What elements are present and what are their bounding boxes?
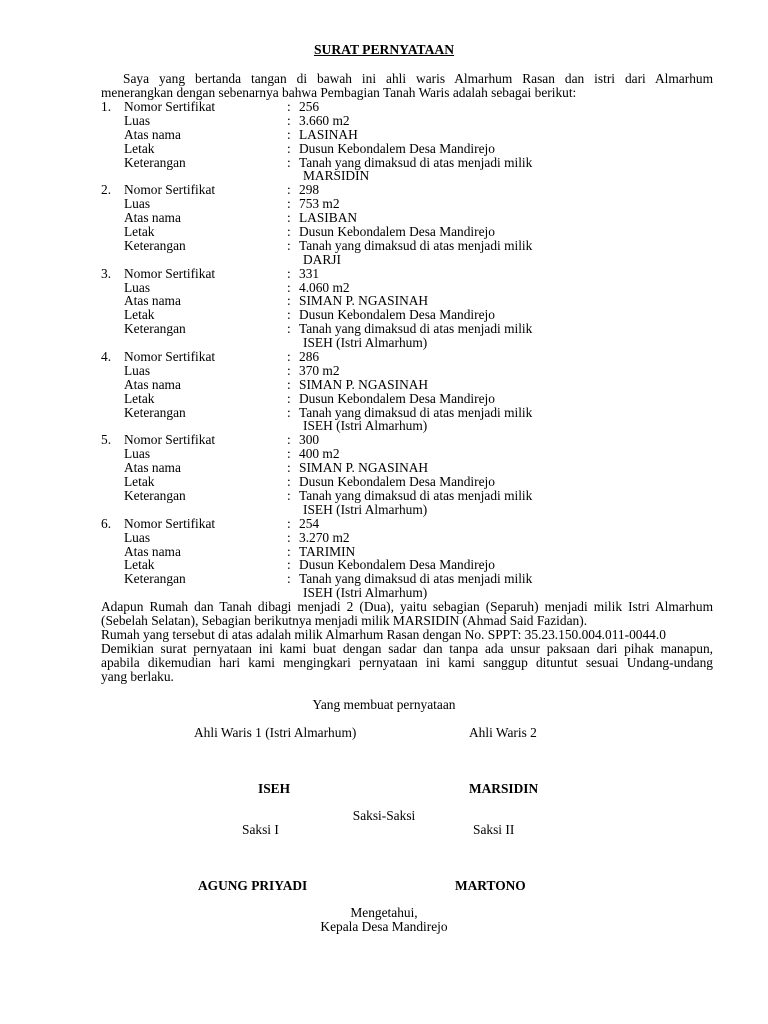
saksi-2-name: MARTONO bbox=[455, 878, 526, 893]
keterangan-label: Keterangan bbox=[124, 571, 186, 587]
land-item-row-milik bbox=[101, 586, 713, 600]
nomor-sertifikat-label: Nomor Sertifikat bbox=[124, 432, 216, 448]
atas-nama-label: Atas nama bbox=[124, 126, 181, 142]
colon-separator: : bbox=[287, 307, 291, 323]
keterangan-value: Tanah yang dimaksud di atas menjadi milik bbox=[299, 237, 533, 253]
land-item-row-luas bbox=[101, 364, 713, 378]
colon-separator: : bbox=[287, 571, 291, 587]
colon-separator: : bbox=[287, 515, 291, 531]
atas-nama-label: Atas nama bbox=[124, 210, 181, 226]
intro-line-2: menerangkan dengan sebenarnya bahwa Pembagian Tanah Waris adalah sebagai berikut: bbox=[101, 85, 577, 100]
nomor-sertifikat-value: 286 bbox=[299, 349, 320, 365]
land-item-row-keterangan bbox=[101, 239, 713, 253]
atas-nama-label: Atas nama bbox=[124, 543, 181, 559]
letak-value: Dusun Kebondalem Desa Mandirejo bbox=[299, 224, 495, 240]
ahli-waris-1-label: Ahli Waris 1 (Istri Almarhum) bbox=[194, 725, 357, 740]
nomor-sertifikat-label: Nomor Sertifikat bbox=[124, 515, 216, 531]
land-item bbox=[101, 433, 713, 516]
atas-nama-value: SIMAN P. NGASINAH bbox=[299, 376, 429, 392]
intro-line-1-text: Saya yang bertanda tangan di bawah ini ahli waris Almarhum Rasan dan istri dari Almarhum bbox=[123, 71, 713, 86]
letak-value: Dusun Kebondalem Desa Mandirejo bbox=[299, 557, 495, 573]
letak-label: Letak bbox=[124, 474, 155, 490]
land-item-row-atas-nama bbox=[101, 211, 713, 225]
colon-separator: : bbox=[287, 293, 291, 309]
land-item bbox=[101, 267, 713, 350]
land-item bbox=[101, 350, 713, 433]
paragraph-1-line-1: Adapun Rumah dan Tanah dibagi menjadi 2 (Dua), yaitu sebagian (Separuh) menjadi milik Istri Almarhum bbox=[101, 599, 713, 614]
colon-separator: : bbox=[287, 112, 291, 128]
land-item-row-atas-nama bbox=[101, 545, 713, 559]
land-item-row-milik bbox=[101, 419, 713, 433]
saksi-2-label: Saksi II bbox=[473, 822, 515, 837]
land-item-row-luas bbox=[101, 447, 713, 461]
luas-value: 370 m2 bbox=[299, 362, 340, 378]
luas-label: Luas bbox=[124, 529, 151, 545]
atas-nama-value: LASIBAN bbox=[299, 210, 358, 226]
land-item-row-letak bbox=[101, 392, 713, 406]
colon-separator: : bbox=[287, 362, 291, 378]
land-item-row-keterangan bbox=[101, 572, 713, 586]
keterangan-value: Tanah yang dimaksud di atas menjadi milik bbox=[299, 571, 533, 587]
colon-separator: : bbox=[287, 529, 291, 545]
land-item bbox=[101, 517, 713, 600]
land-item-row-atas-nama bbox=[101, 294, 713, 308]
colon-separator: : bbox=[287, 99, 291, 114]
owner-value: DARJI bbox=[303, 251, 341, 267]
land-item bbox=[101, 183, 713, 266]
signature-heading: Yang membuat pernyataan bbox=[312, 697, 456, 712]
land-item-row-milik bbox=[101, 253, 713, 267]
colon-separator: : bbox=[287, 349, 291, 365]
ahli-waris-2-name: MARSIDIN bbox=[469, 781, 539, 796]
paragraph-3-line-3: yang berlaku. bbox=[101, 669, 174, 684]
paragraph-2: Rumah yang tersebut di atas adalah milik Almarhum Rasan dengan No. SPPT: 35.23.150.004.011-0044.0 bbox=[101, 627, 666, 642]
colon-separator: : bbox=[287, 404, 291, 420]
land-item-row-keterangan bbox=[101, 322, 713, 336]
atas-nama-value: TARIMIN bbox=[299, 543, 356, 559]
letak-value: Dusun Kebondalem Desa Mandirejo bbox=[299, 474, 495, 490]
atas-nama-value: SIMAN P. NGASINAH bbox=[299, 460, 429, 476]
colon-separator: : bbox=[287, 279, 291, 295]
land-item-row-letak bbox=[101, 308, 713, 322]
land-item-row-atas-nama bbox=[101, 128, 713, 142]
nomor-sertifikat-label: Nomor Sertifikat bbox=[124, 99, 216, 114]
letak-label: Letak bbox=[124, 390, 155, 406]
land-item-row-nomor-sertifikat bbox=[101, 433, 713, 447]
land-item-row-nomor-sertifikat bbox=[101, 350, 713, 364]
keterangan-label: Keterangan bbox=[124, 321, 186, 337]
luas-label: Luas bbox=[124, 196, 151, 212]
kepala-desa-label: Kepala Desa Mandirejo bbox=[320, 919, 448, 934]
colon-separator: : bbox=[287, 446, 291, 462]
item-number: 2. bbox=[101, 182, 112, 198]
colon-separator: : bbox=[287, 460, 291, 476]
nomor-sertifikat-label: Nomor Sertifikat bbox=[124, 265, 216, 281]
land-item-row-nomor-sertifikat bbox=[101, 100, 713, 114]
intro-line-1 bbox=[101, 72, 713, 86]
atas-nama-label: Atas nama bbox=[124, 376, 181, 392]
atas-nama-label: Atas nama bbox=[124, 293, 181, 309]
owner-value: ISEH (Istri Almarhum) bbox=[303, 335, 428, 351]
paragraph-3-line-2: apabila dikemudian hari kami mengingkari pernyataan ini kami sanggup dituntut sesuai Undang-undang bbox=[101, 655, 713, 670]
land-list bbox=[101, 100, 713, 600]
colon-separator: : bbox=[287, 224, 291, 240]
ahli-waris-2-label: Ahli Waris 2 bbox=[469, 725, 537, 740]
document-title: SURAT PERNYATAAN bbox=[313, 42, 455, 57]
item-number: 1. bbox=[101, 99, 112, 114]
luas-label: Luas bbox=[124, 112, 151, 128]
owner-value: ISEH (Istri Almarhum) bbox=[303, 585, 428, 601]
nomor-sertifikat-label: Nomor Sertifikat bbox=[124, 182, 216, 198]
land-item-row-luas bbox=[101, 114, 713, 128]
colon-separator: : bbox=[287, 196, 291, 212]
atas-nama-value: LASINAH bbox=[299, 126, 358, 142]
land-item-row-letak bbox=[101, 142, 713, 156]
saksi-1-label: Saksi I bbox=[242, 822, 279, 837]
land-item-row-letak bbox=[101, 558, 713, 572]
colon-separator: : bbox=[287, 543, 291, 559]
saksi-heading: Saksi-Saksi bbox=[352, 808, 416, 823]
saksi-1-name: AGUNG PRIYADI bbox=[198, 878, 308, 893]
land-item-row-luas bbox=[101, 197, 713, 211]
land-item-row-atas-nama bbox=[101, 461, 713, 475]
luas-value: 3.270 m2 bbox=[299, 529, 350, 545]
keterangan-label: Keterangan bbox=[124, 487, 186, 503]
colon-separator: : bbox=[287, 390, 291, 406]
letak-value: Dusun Kebondalem Desa Mandirejo bbox=[299, 390, 495, 406]
colon-separator: : bbox=[287, 321, 291, 337]
item-number: 6. bbox=[101, 515, 112, 531]
owner-value: ISEH (Istri Almarhum) bbox=[303, 418, 428, 434]
luas-label: Luas bbox=[124, 362, 151, 378]
atas-nama-label: Atas nama bbox=[124, 460, 181, 476]
land-item-row-letak bbox=[101, 225, 713, 239]
luas-value: 753 m2 bbox=[299, 196, 340, 212]
luas-label: Luas bbox=[124, 446, 151, 462]
colon-separator: : bbox=[287, 474, 291, 490]
item-number: 5. bbox=[101, 432, 112, 448]
nomor-sertifikat-label: Nomor Sertifikat bbox=[124, 349, 216, 365]
luas-value: 3.660 m2 bbox=[299, 112, 350, 128]
ahli-waris-1-name: ISEH bbox=[258, 781, 291, 796]
land-item-row-nomor-sertifikat bbox=[101, 183, 713, 197]
colon-separator: : bbox=[287, 126, 291, 142]
keterangan-value: Tanah yang dimaksud di atas menjadi milik bbox=[299, 154, 533, 170]
colon-separator: : bbox=[287, 265, 291, 281]
keterangan-label: Keterangan bbox=[124, 237, 186, 253]
luas-value: 400 m2 bbox=[299, 446, 340, 462]
land-item-row-luas bbox=[101, 281, 713, 295]
land-item-row-luas bbox=[101, 531, 713, 545]
colon-separator: : bbox=[287, 140, 291, 156]
paragraph-1-line-2: (Sebelah Selatan), Sebagian berikutnya menjadi milik MARSIDIN (Ahmad Said Fazidan). bbox=[101, 613, 588, 628]
paragraph-3-line-1: Demikian surat pernyataan ini kami buat dengan sadar dan tanpa ada unsur paksaan dari pihak manapun, bbox=[101, 641, 713, 656]
keterangan-value: Tanah yang dimaksud di atas menjadi milik bbox=[299, 404, 533, 420]
mengetahui-label: Mengetahui, bbox=[350, 905, 418, 920]
colon-separator: : bbox=[287, 154, 291, 170]
land-item-row-nomor-sertifikat bbox=[101, 267, 713, 281]
land-item-row-keterangan bbox=[101, 489, 713, 503]
land-item-row-milik bbox=[101, 503, 713, 517]
land-item-row-nomor-sertifikat bbox=[101, 517, 713, 531]
letak-value: Dusun Kebondalem Desa Mandirejo bbox=[299, 140, 495, 156]
colon-separator: : bbox=[287, 182, 291, 198]
letak-label: Letak bbox=[124, 307, 155, 323]
colon-separator: : bbox=[287, 557, 291, 573]
colon-separator: : bbox=[287, 487, 291, 503]
item-number: 3. bbox=[101, 265, 112, 281]
letak-label: Letak bbox=[124, 224, 155, 240]
luas-label: Luas bbox=[124, 279, 151, 295]
land-item-row-letak bbox=[101, 475, 713, 489]
colon-separator: : bbox=[287, 376, 291, 392]
owner-value: MARSIDIN bbox=[303, 168, 370, 184]
nomor-sertifikat-value: 298 bbox=[299, 182, 320, 198]
land-item-row-keterangan bbox=[101, 406, 713, 420]
keterangan-label: Keterangan bbox=[124, 404, 186, 420]
colon-separator: : bbox=[287, 432, 291, 448]
owner-value: ISEH (Istri Almarhum) bbox=[303, 501, 428, 517]
nomor-sertifikat-value: 300 bbox=[299, 432, 320, 448]
land-item-row-milik bbox=[101, 169, 713, 183]
colon-separator: : bbox=[287, 210, 291, 226]
letak-label: Letak bbox=[124, 140, 155, 156]
land-item-row-keterangan bbox=[101, 156, 713, 170]
atas-nama-value: SIMAN P. NGASINAH bbox=[299, 293, 429, 309]
item-number: 4. bbox=[101, 349, 112, 365]
land-item-row-milik bbox=[101, 336, 713, 350]
luas-value: 4.060 m2 bbox=[299, 279, 350, 295]
land-item-row-atas-nama bbox=[101, 378, 713, 392]
nomor-sertifikat-value: 331 bbox=[299, 265, 320, 281]
nomor-sertifikat-value: 256 bbox=[299, 99, 320, 114]
land-item bbox=[101, 100, 713, 183]
keterangan-value: Tanah yang dimaksud di atas menjadi milik bbox=[299, 321, 533, 337]
letak-value: Dusun Kebondalem Desa Mandirejo bbox=[299, 307, 495, 323]
keterangan-label: Keterangan bbox=[124, 154, 186, 170]
nomor-sertifikat-value: 254 bbox=[299, 515, 320, 531]
keterangan-value: Tanah yang dimaksud di atas menjadi milik bbox=[299, 487, 533, 503]
letak-label: Letak bbox=[124, 557, 155, 573]
colon-separator: : bbox=[287, 237, 291, 253]
